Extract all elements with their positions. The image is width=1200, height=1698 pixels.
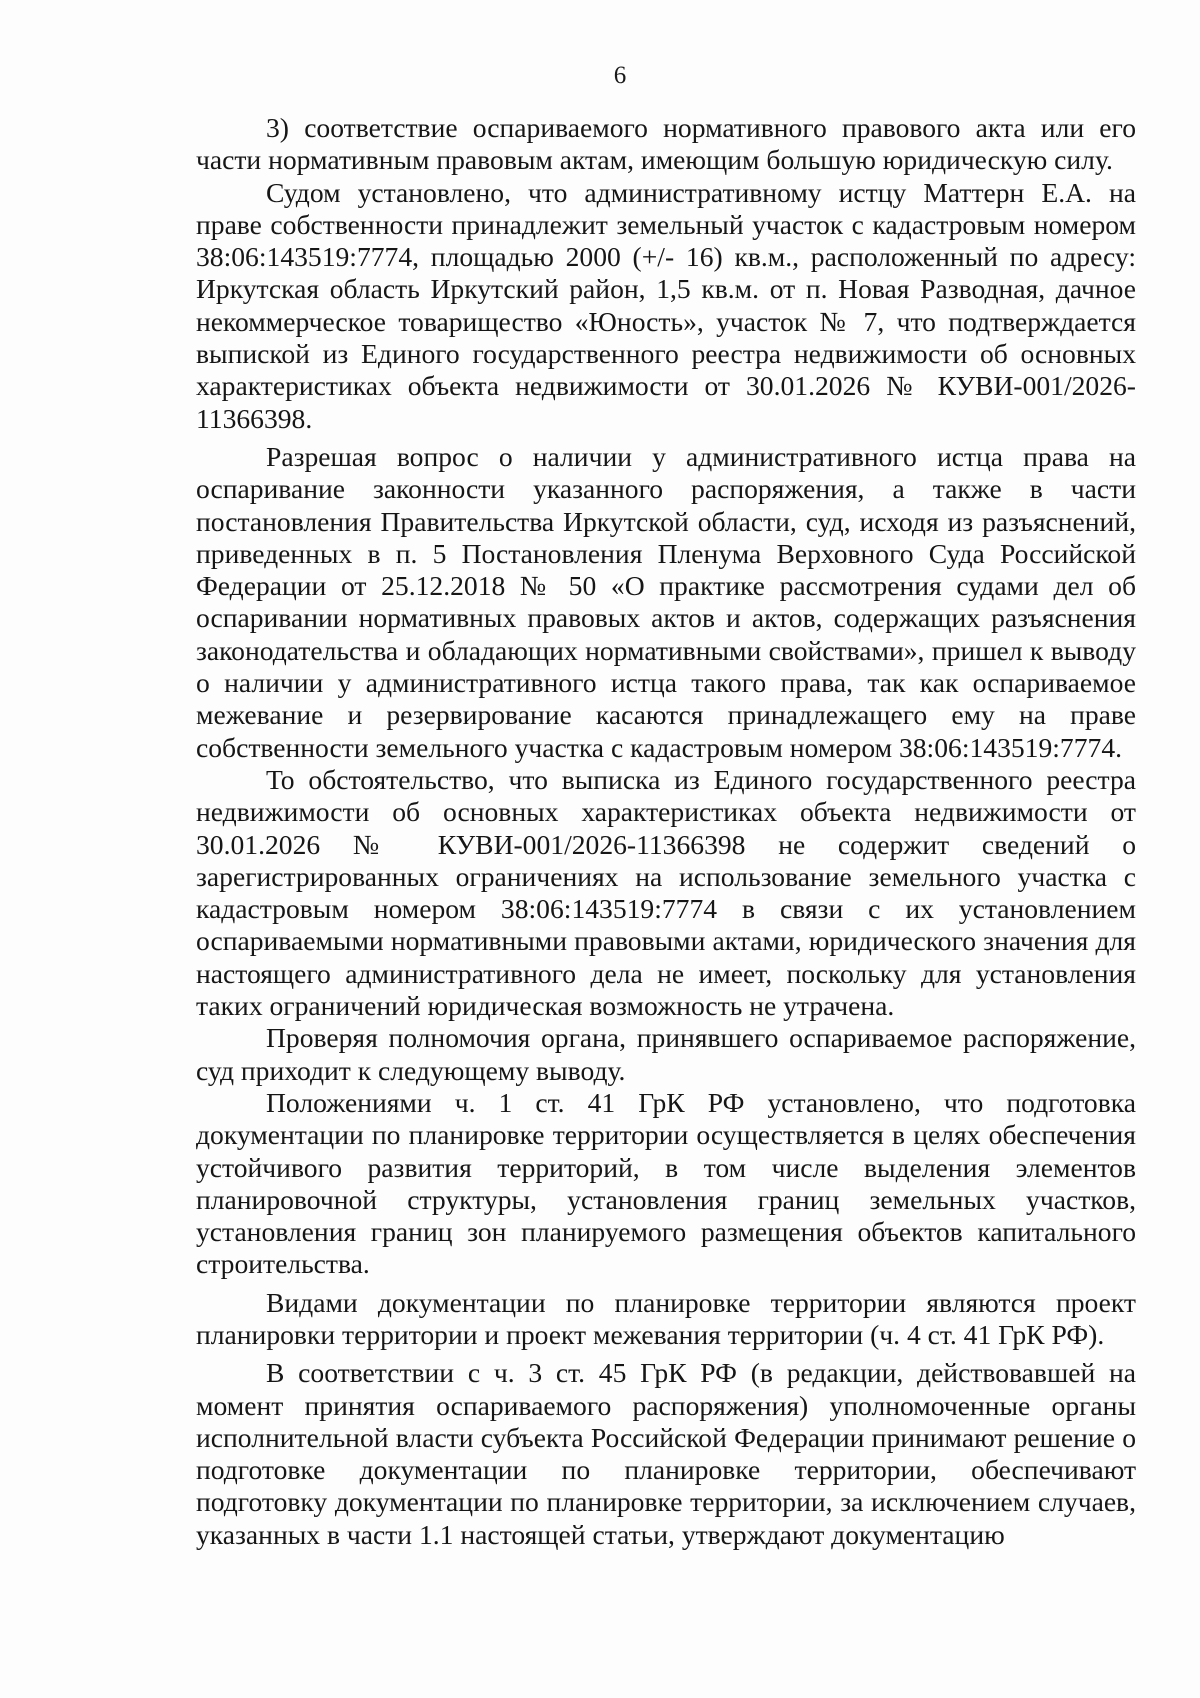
- paragraph-standing: Разрешая вопрос о наличии у административного истца права на оспаривание законности указанного распоряжения, а также в части постановления Правительства Иркутской области, суд, исходя из разъяснений, приведенных в п. 5 Постановления Пленума Верховного Суда Российской Федерации от 25.12.2018 № 50 «О практике рассмотрения судами дел об оспаривании нормативных правовых актов и актов, содержащих разъяснения законодательства и обладающих нормативными свойствами», пришел к выводу о наличии у административного истца такого права, так как оспариваемое межевание и резервирование касаются принадлежащего ему на праве собственности земельного участка с кадастровым номером 38:06:143519:7774.: [196, 440, 1136, 763]
- paragraph-grk-41-1: Положениями ч. 1 ст. 41 ГрК РФ установлено, что подготовка документации по планировке территории осуществляется в целях обеспечения устойчивого развития территорий, в том числе выделения элементов планировочной структуры, установления границ земельных участков, установления границ зон планируемого размещения объектов капитального строительства.: [196, 1086, 1136, 1280]
- paragraph-egrn-extract: То обстоятельство, что выписка из Единого государственного реестра недвижимости об основных характеристиках объекта недвижимости от 30.01.2026 № КУВИ-001/2026-11366398 не содержит сведений о зарегистрированных ограничениях на использование земельного участка с кадастровым номером 38:06:143519:7774 в связи с их установлением оспариваемыми нормативными правовыми актами, юридического значения для настоящего административного дела не имеет, поскольку для установления таких ограничений юридическая возможность не утрачена.: [196, 763, 1136, 1022]
- paragraph-grk-45-3: В соответствии с ч. 3 ст. 45 ГрК РФ (в редакции, действовавшей на момент принятия оспариваемого распоряжения) уполномоченные органы исполнительной власти субъекта Российской Федерации принимают решение о подготовке документации по планировке территории, обеспечивают подготовку документации по планировке территории, за исключением случаев, указанных в части 1.1 настоящей статьи, утверждают документацию: [196, 1357, 1136, 1550]
- paragraph-authority-check: Проверяя полномочия органа, принявшего оспариваемое распоряжение, суд приходит к следующему выводу.: [196, 1022, 1136, 1086]
- page-number: 6: [613, 62, 627, 89]
- document-body: [196, 112, 1136, 1551]
- paragraph-ownership: Судом установлено, что административному истцу Маттерн Е.А. на праве собственности принадлежит земельный участок с кадастровым номером 38:06:143519:7774, площадью 2000 (+/- 16) кв.м., расположенный по адресу: Иркутская область Иркутский район, 1,5 кв.м. от п. Новая Разводная, дачное некоммерческое товарищество «Юность», участок № 7, что подтверждается выпиской из Единого государственного реестра недвижимости об основных характеристиках объекта недвижимости от 30.01.2026 № КУВИ-001/2026-11366398.: [196, 176, 1136, 434]
- paragraph-criteria-3: 3) соответствие оспариваемого нормативного правового акта или его части нормативным правовым актам, имеющим большую юридическую силу.: [196, 112, 1136, 176]
- paragraph-grk-41-4: Видами документации по планировке территории являются проект планировки территории и проект межевания территории (ч. 4 ст. 41 ГрК РФ).: [196, 1286, 1136, 1350]
